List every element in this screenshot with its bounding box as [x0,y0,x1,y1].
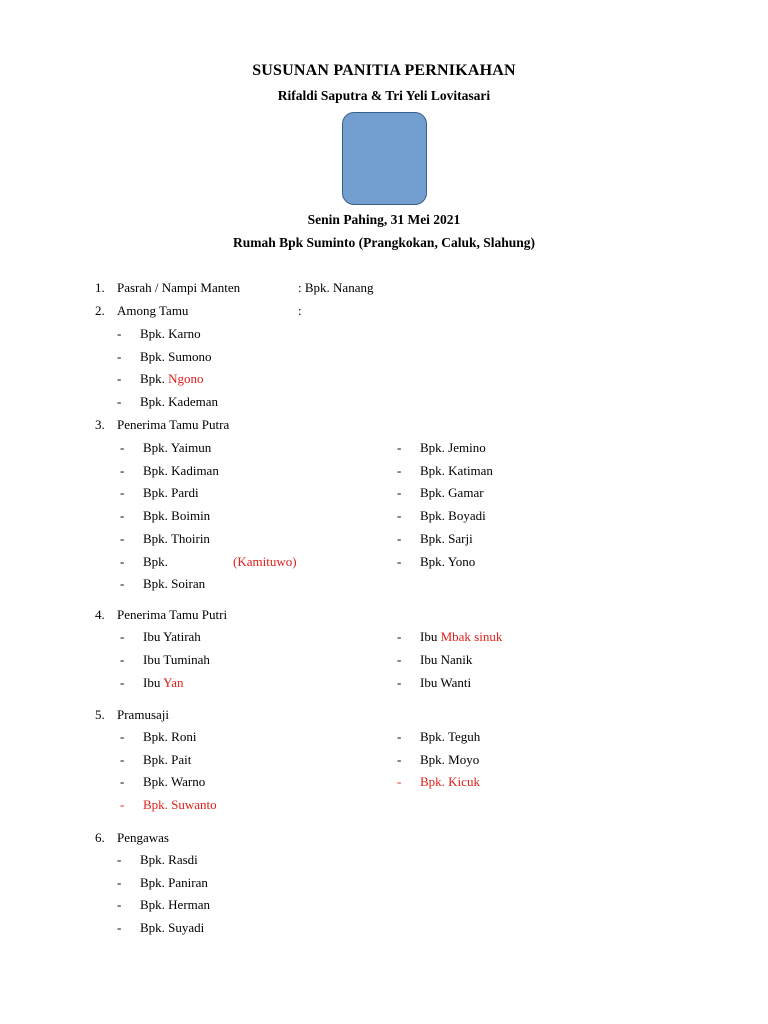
person-name: Moyo [448,751,480,767]
list-dash: - [117,852,122,867]
section-6-header [0,829,768,847]
person-title: Ibu [143,629,161,644]
list-item [0,348,768,366]
person-title: Bpk. [140,920,165,936]
list-dash: - [397,675,402,690]
list-dash: - [397,729,402,744]
section-1-header [0,279,768,297]
person-title: Bpk. [143,553,168,569]
list-dash: - [120,508,125,524]
person-name: Pardi [171,485,199,501]
event-venue: Rumah Bpk Suminto (Prangkokan, Caluk, Slahung) [233,235,535,250]
person-title: Bpk. [143,751,168,767]
list-dash: - [120,751,125,767]
list-dash: - [120,629,125,644]
section-number: 3. [95,417,105,432]
person-title: Ibu [420,675,438,690]
photo-placeholder [342,112,427,205]
person-name: Yaimun [170,440,212,455]
section-5-header [0,706,768,724]
person-title: Bpk. [420,729,445,744]
list-dash: - [117,394,122,410]
person-name: Wanti [440,675,472,690]
list-item [0,370,768,388]
list-item [0,851,768,869]
person-title: Bpk. [143,508,168,524]
list-dash: - [397,652,402,667]
person-entry [140,393,218,411]
list-item [0,530,768,548]
person-title: Bpk. [140,897,165,913]
list-dash: - [117,897,122,913]
person-name: Tuminah [163,652,210,667]
person-name: Rasdi [168,852,198,867]
person-entry [140,325,201,343]
person-name: Ngono [168,371,204,387]
person-title: Bpk. [420,530,445,546]
list-dash: - [397,508,402,524]
list-item [0,674,768,692]
section-label: Pramusaji [117,707,169,722]
list-dash: - [397,485,402,501]
person-entry [420,439,486,457]
person-title: Bpk. [143,462,168,478]
person-entry [140,370,204,388]
list-dash: - [397,553,402,569]
list-item [0,628,768,646]
person-name: Kademan [168,394,218,410]
list-item [0,651,768,669]
person-title: Bpk. [143,485,168,501]
person-name: Nanik [440,652,473,667]
list-item [0,575,768,593]
list-dash: - [397,774,402,790]
person-entry [420,507,486,525]
person-entry [140,851,198,869]
person-title: Bpk. [143,576,168,592]
person-name: Boyadi [448,508,486,524]
person-entry [420,462,493,480]
section-number: 1. [95,280,105,295]
person-title: Bpk. [140,852,165,867]
person-name: Mbak sinuk [440,629,503,644]
person-title: Bpk. [143,797,168,813]
section-2-header [0,302,768,320]
person-title: Bpk. [420,485,445,501]
list-item [0,484,768,502]
section-number: 4. [95,607,105,622]
section-number: 6. [95,830,105,845]
person-entry [140,348,212,366]
person-entry [420,751,479,769]
person-title: Bpk. [420,440,445,455]
person-entry [420,530,473,548]
section-4-header [0,606,768,624]
person-name: Herman [168,897,211,913]
section-label: Penerima Tamu Putri [117,607,228,622]
person-entry [420,728,480,746]
person-name: Kadiman [171,462,219,478]
list-item [0,874,768,892]
person-title: Bpk. [140,326,165,341]
person-name: Yan [163,675,184,690]
person-title: Bpk. [140,371,165,387]
list-item [0,507,768,525]
event-date: Senin Pahing, 31 Mei 2021 [307,212,461,227]
list-item [0,773,768,791]
list-dash: - [120,675,125,690]
section-colon: : [298,303,302,318]
section-number: 5. [95,707,105,722]
person-title: Bpk. [143,729,168,744]
section-value: Bpk. Nanang [304,280,374,295]
person-entry [140,919,204,937]
person-title: Bpk. [143,774,168,790]
list-dash: - [397,440,402,455]
person-title: Bpk. [420,462,445,478]
list-dash: - [117,326,122,341]
section-label: Pengawas [117,830,169,845]
list-dash: - [397,751,402,767]
list-dash: - [120,462,125,478]
document-title: SUSUNAN PANITIA PERNIKAHAN [252,62,516,79]
person-name: Teguh [447,729,481,744]
person-entry [143,575,205,593]
person-name: Warno [170,774,206,790]
list-dash: - [397,629,402,644]
person-title: Bpk. [420,774,445,790]
person-title: Ibu [420,629,438,644]
list-item [0,553,768,571]
list-dash: - [397,462,402,478]
list-dash: - [120,652,125,667]
person-name: Soiran [171,576,206,592]
list-dash: - [117,371,122,387]
person-entry [420,484,484,502]
person-title: Bpk. [143,530,168,546]
person-name: Suwanto [171,797,217,813]
person-name: Sumono [168,348,212,364]
list-item [0,896,768,914]
person-name: Paniran [168,874,208,890]
section-label: Pasrah / Nampi Manten [117,280,241,295]
list-dash: - [120,530,125,546]
person-name: Karno [168,326,201,341]
person-title: Bpk. [143,440,168,455]
list-dash: - [120,774,125,790]
person-title: Bpk. [420,508,445,524]
person-title: Bpk. [420,553,445,569]
person-entry [140,896,210,914]
person-name: Jemino [448,440,486,455]
person-entry [420,674,471,692]
couple-names: Rifaldi Saputra & Tri Yeli Lovitasari [277,88,491,103]
list-dash: - [117,874,122,890]
person-title: Bpk. [140,348,165,364]
person-name: Suyadi [168,920,205,936]
list-dash: - [120,440,125,455]
person-name: Roni [171,729,197,744]
section-colon-value: : Bpk. Nanang [298,280,374,295]
list-dash: - [120,485,125,501]
person-name: Sarji [448,530,473,546]
person-title: Bpk. [420,751,445,767]
person-name: Yatirah [163,629,201,644]
person-title: Bpk. [140,874,165,890]
person-name: Boimin [171,508,211,524]
person-name: Pait [171,751,192,767]
person-note: (Kamituwo) [233,553,297,569]
list-dash: - [117,920,122,936]
person-title: Bpk. [140,394,165,410]
person-name: Yono [447,553,476,569]
person-name: Katiman [448,462,493,478]
person-entry [420,773,480,791]
list-item [0,462,768,480]
list-item [0,919,768,937]
person-entry [143,796,217,814]
list-dash: - [120,797,125,813]
list-dash: - [120,729,125,744]
person-title: Ibu [143,652,161,667]
person-name: Gamar [448,485,484,501]
person-entry [420,651,472,669]
person-name: Thoirin [170,530,210,546]
list-dash: - [120,553,125,569]
list-item [0,393,768,411]
person-entry [420,553,475,571]
list-item [0,728,768,746]
section-label: Penerima Tamu Putra [117,417,230,432]
list-item [0,325,768,343]
section-3-header [0,416,768,434]
person-title: Ibu [143,675,161,690]
list-dash: - [397,530,402,546]
section-number: 2. [95,303,105,318]
person-entry [420,628,502,646]
section-label: Among Tamu [117,303,189,318]
person-title: Ibu [420,652,438,667]
list-item [0,439,768,457]
person-entry [140,874,208,892]
list-item [0,751,768,769]
list-dash: - [120,576,125,592]
person-name: Kicuk [448,774,480,790]
list-item [0,796,768,814]
list-dash: - [117,348,122,364]
